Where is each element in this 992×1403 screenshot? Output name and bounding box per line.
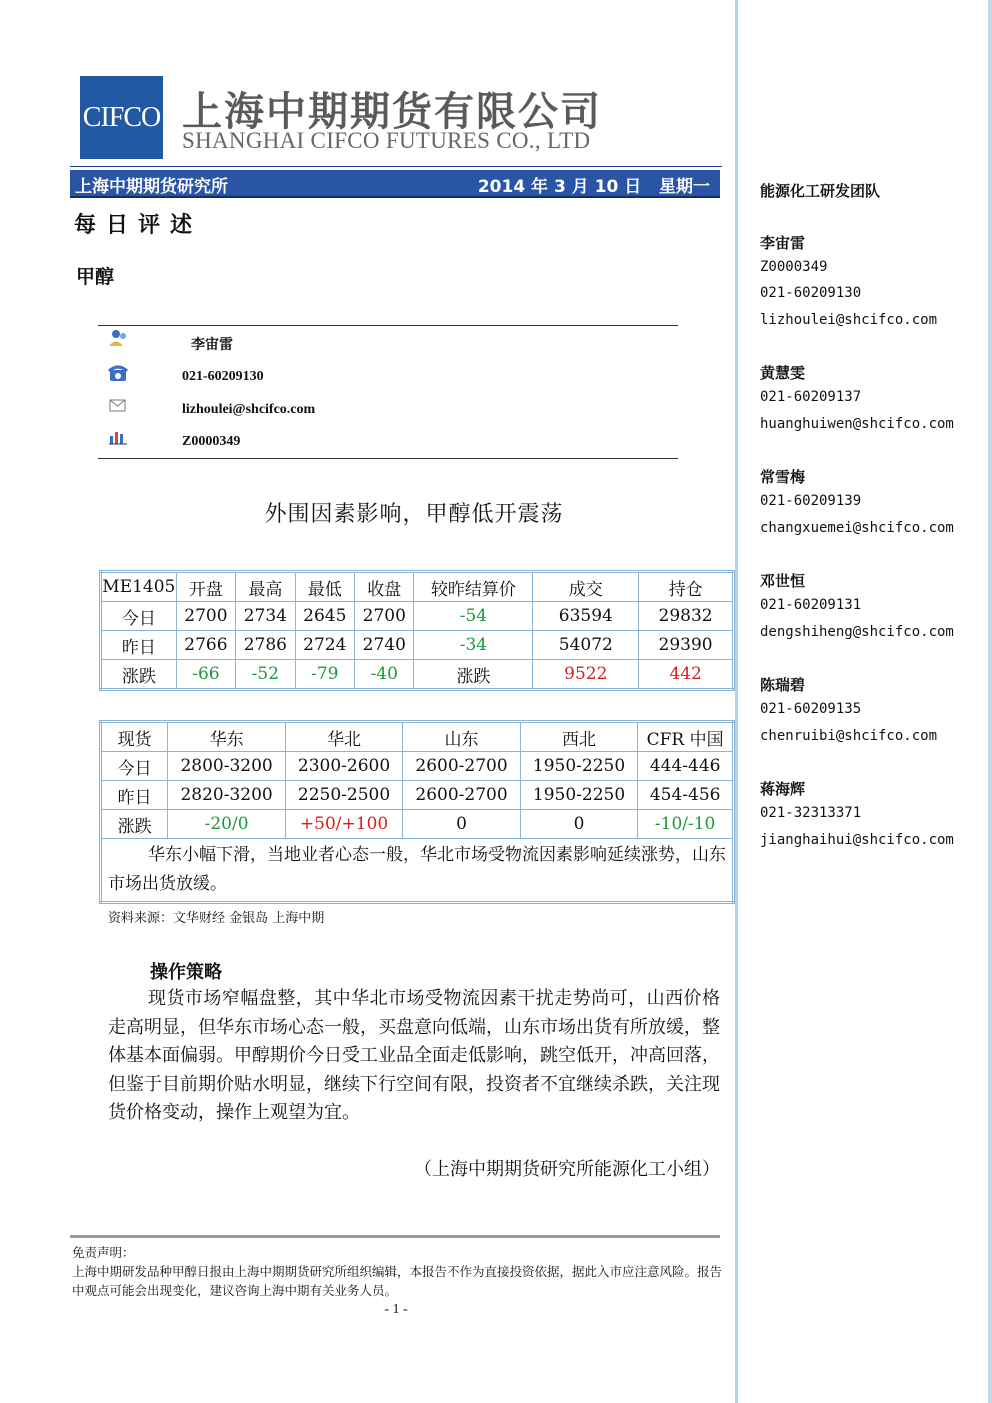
logo-text: CIFCO	[82, 101, 161, 133]
table-cell: 2734	[236, 602, 295, 631]
futures-table	[99, 570, 735, 691]
table-cell: -20/0	[168, 810, 285, 839]
table-cell: -79	[295, 660, 354, 690]
header-cell: 开盘	[176, 572, 235, 602]
table-cell: 29832	[639, 602, 734, 631]
table-row	[101, 631, 734, 660]
table-cell: 454-456	[638, 781, 734, 810]
row-label: 昨日	[101, 631, 177, 660]
company-name-cn: 上海中期期货有限公司	[182, 89, 602, 135]
row-label: 今日	[101, 602, 177, 631]
header-cell: 现货	[101, 722, 168, 752]
disclaimer-label: 免责声明：	[72, 1245, 135, 1260]
table-note-row	[101, 839, 734, 903]
member-phone: 021-60209130	[760, 285, 862, 301]
report-date	[478, 172, 710, 197]
header-cell: 华北	[285, 722, 402, 752]
table-cell: 9522	[533, 660, 639, 690]
table-row	[101, 660, 734, 690]
row-label: 涨跌	[101, 810, 168, 839]
table-cell: 2766	[176, 631, 235, 660]
table-cell: 2820-3200	[168, 781, 285, 810]
member-phone: 021-32313371	[760, 805, 862, 821]
spot-note: 华东小幅下滑，当地业者心态一般，华北市场受物流因素影响延续涨势，山东市场出货放缓。	[101, 839, 734, 903]
strategy-body: 现货市场窄幅盘整，其中华北市场受物流因素干扰走势尚可，山西价格走高明显，但华东市场心态一般，买盘意向低端，山东市场出货有所放缓，整体基本面偏弱。甲醇期价今日受工业品全面走低影响，跳空低开，冲高回落，但鉴于目前期价贴水明显，继续下行空间有限，投资者不宜继续杀跌，关注现货价格变动，操作上观望为宜。	[108, 988, 720, 1123]
table-cell: 442	[639, 660, 734, 690]
company-name-en: SHANGHAI CIFCO FUTURES CO., LTD	[182, 128, 591, 153]
member-phone: 021-60209137	[760, 389, 862, 405]
table-header-row	[101, 722, 734, 752]
member-name: 陈瑞碧	[760, 676, 806, 694]
table-cell: 2786	[236, 631, 295, 660]
table-cell: 涨跌	[414, 660, 533, 690]
company-logo	[80, 76, 163, 159]
table-cell: 444-446	[638, 752, 734, 781]
table-cell: 2300-2600	[285, 752, 402, 781]
disclaimer	[72, 1243, 724, 1300]
table-cell: 0	[403, 810, 520, 839]
row-label: 今日	[101, 752, 168, 781]
member-license: Z0000349	[760, 259, 828, 275]
table-cell: 2600-2700	[403, 752, 520, 781]
header-banner	[70, 170, 720, 198]
strategy-signoff: （上海中期期货研究所能源化工小组）	[414, 1159, 720, 1180]
member-name: 常雪梅	[760, 468, 806, 486]
header-cell: 最高	[236, 572, 295, 602]
contact-name: 李宙雷	[191, 338, 233, 353]
row-label: 涨跌	[101, 660, 177, 690]
report-title: 外围因素影响，甲醇低开震荡	[264, 502, 564, 527]
member-email[interactable]: dengshiheng@shcifco.com	[760, 624, 954, 640]
member-phone: 021-60209135	[760, 701, 862, 717]
table-row	[101, 810, 734, 839]
disclaimer-text: 上海中期研发品种甲醇日报由上海中期期货研究所组织编辑，本报告不作为直接投资依据，据此入市应注意风险。报告中观点可能会出现变化，建议咨询上海中期有关业务人员。	[72, 1264, 723, 1298]
table-cell: -52	[236, 660, 295, 690]
spot-table	[99, 720, 735, 904]
member-email[interactable]: lizhoulei@shcifco.com	[760, 312, 938, 328]
table-cell: 2740	[355, 631, 414, 660]
phone-icon	[108, 365, 128, 383]
member-phone: 021-60209131	[760, 597, 862, 613]
member-email[interactable]: jianghaihui@shcifco.com	[760, 832, 954, 848]
table-cell: +50/+100	[285, 810, 402, 839]
table-cell: 2700	[355, 602, 414, 631]
header-cell: ME1405	[101, 572, 177, 602]
header-rule	[70, 166, 722, 167]
member-name: 邓世恒	[760, 572, 806, 590]
table-cell: 54072	[533, 631, 639, 660]
section-heading: 每日评述	[74, 213, 203, 238]
person-icon	[108, 329, 128, 347]
table-cell: 29390	[639, 631, 734, 660]
member-email[interactable]: changxuemei@shcifco.com	[760, 520, 954, 536]
table-cell: 2645	[295, 602, 354, 631]
member-phone: 021-60209139	[760, 493, 862, 509]
table-cell: -10/-10	[638, 810, 734, 839]
table-cell: -54	[414, 602, 533, 631]
mail-icon	[108, 397, 128, 415]
table-cell: -34	[414, 631, 533, 660]
header-cell: 山东	[403, 722, 520, 752]
member-email[interactable]: chenruibi@shcifco.com	[760, 728, 938, 744]
footer-rule	[70, 1235, 720, 1238]
header-cell: CFR 中国	[638, 722, 734, 752]
sidebar-edge	[988, 0, 992, 1403]
institute-name: 上海中期期货研究所	[75, 177, 228, 197]
data-source: 资料来源：文华财经 金银岛 上海中期	[108, 911, 325, 926]
page-number: - 1 -	[384, 1302, 408, 1317]
table-row	[101, 752, 734, 781]
row-label: 昨日	[101, 781, 168, 810]
header-cell: 较昨结算价	[414, 572, 533, 602]
member-name: 蒋海辉	[760, 780, 806, 798]
member-name: 黄慧雯	[760, 364, 806, 382]
weekday-text: 星期一	[659, 177, 710, 197]
table-row	[101, 602, 734, 631]
table-row	[101, 781, 734, 810]
team-sidebar	[735, 0, 992, 1403]
header-cell: 持仓	[639, 572, 734, 602]
header-cell: 收盘	[355, 572, 414, 602]
team-title: 能源化工研发团队	[760, 182, 881, 200]
contact-email[interactable]: lizhoulei@shcifco.com	[182, 402, 316, 417]
product-heading: 甲醇	[76, 266, 115, 288]
member-name: 李宙雷	[760, 234, 806, 252]
header-cell: 西北	[520, 722, 637, 752]
table-cell: 63594	[533, 602, 639, 631]
table-cell: 0	[520, 810, 637, 839]
table-cell: 2800-3200	[168, 752, 285, 781]
table-header-row	[101, 572, 734, 602]
date-text: 2014 年 3 月 10 日	[477, 177, 642, 197]
contact-top-rule	[98, 325, 678, 326]
table-cell: -66	[176, 660, 235, 690]
table-cell: 1950-2250	[520, 752, 637, 781]
contact-phone: 021-60209130	[182, 369, 264, 384]
header-cell: 华东	[168, 722, 285, 752]
table-cell: 2700	[176, 602, 235, 631]
strategy-heading: 操作策略	[150, 962, 222, 983]
certificate-icon	[108, 428, 128, 446]
contact-bottom-rule	[98, 458, 678, 459]
header-cell: 最低	[295, 572, 354, 602]
table-cell: 1950-2250	[520, 781, 637, 810]
table-cell: 2724	[295, 631, 354, 660]
table-cell: 2600-2700	[403, 781, 520, 810]
header-cell: 成交	[533, 572, 639, 602]
member-email[interactable]: huanghuiwen@shcifco.com	[760, 416, 954, 432]
contact-license: Z0000349	[182, 434, 241, 449]
table-cell: 2250-2500	[285, 781, 402, 810]
table-cell: -40	[355, 660, 414, 690]
